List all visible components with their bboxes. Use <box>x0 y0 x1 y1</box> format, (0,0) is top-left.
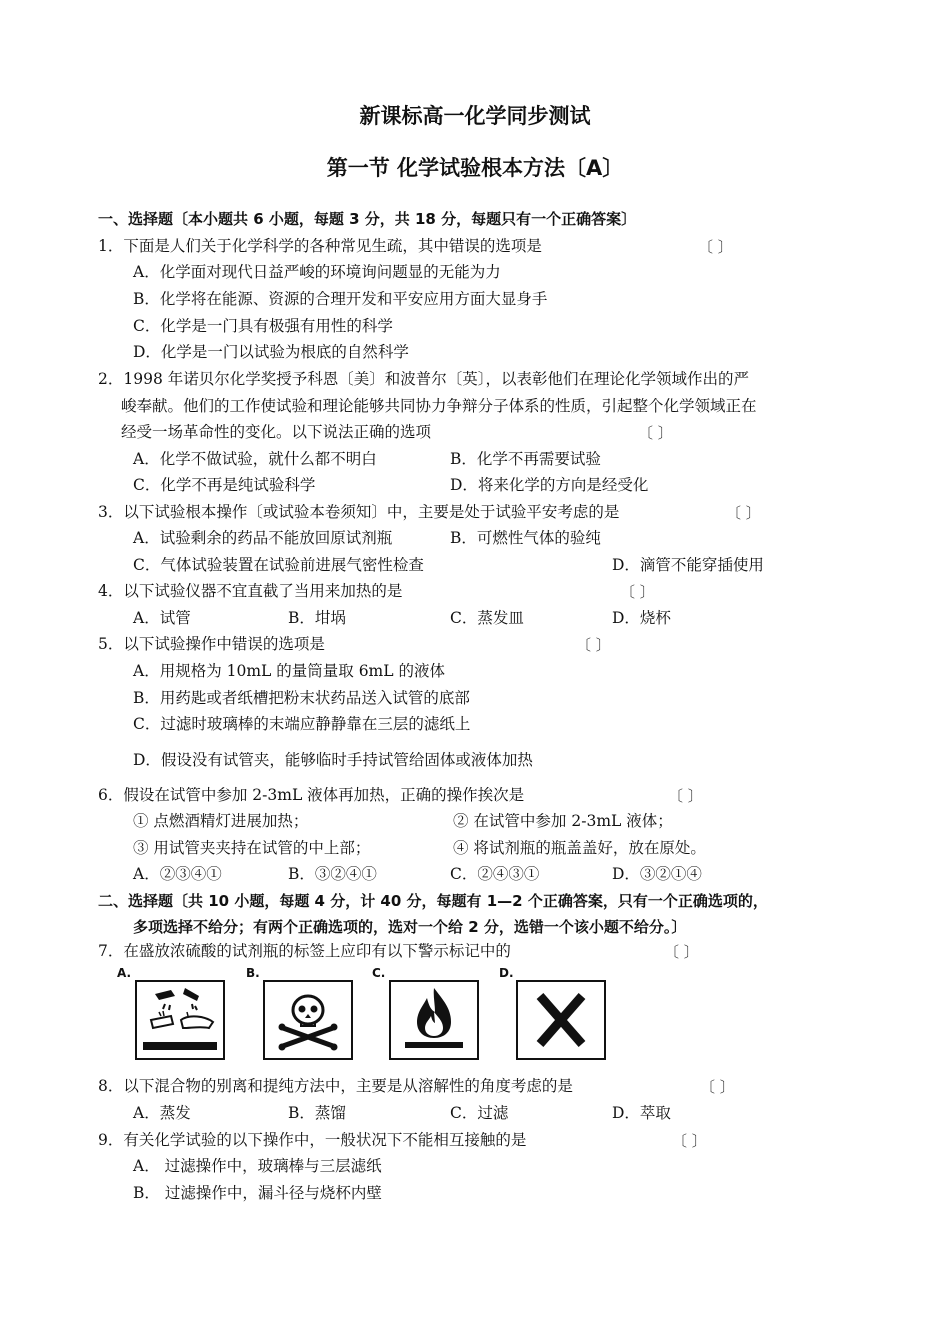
q4-option-b: B．坩埚 <box>288 609 346 627</box>
q3-option-c: C．气体试验装置在试验前进展气密性检查 <box>133 556 424 574</box>
q2-option-b: B．化学不再需要试验 <box>450 450 601 468</box>
q2-stem-line2: 峻奉献。他们的工作使试验和理论能够共同协力争辩分子体系的性质，引起整个化学领域正在 <box>121 397 757 415</box>
q4-answer-bracket: 〔 〕 <box>620 583 655 601</box>
q5-answer-bracket: 〔 〕 <box>576 636 611 654</box>
harmful-cross-icon <box>516 980 606 1060</box>
q5-option-c: C．过滤时玻璃棒的末端应静静靠在三层的滤纸上 <box>133 715 471 733</box>
q9-stem: 9．有关化学试验的以下操作中，一般状况下不能相互接触的是 <box>98 1131 527 1149</box>
q3-option-b: B．可燃性气体的验纯 <box>450 529 601 547</box>
q5-option-b: B．用药匙或者纸槽把粉末状药品送入试管的底部 <box>133 689 470 707</box>
sign-label-b: B. <box>246 966 260 980</box>
q6-step-3: ③ 用试管夹夹持在试管的中上部； <box>133 839 371 857</box>
q8-option-b: B．蒸馏 <box>288 1104 346 1122</box>
section1-heading: 一、选择题〔本小题共 6 小题，每题 3 分，共 18 分，每题只有一个正确答案〕 <box>98 210 637 228</box>
q8-stem: 8．以下混合物的别离和提纯方法中，主要是从溶解性的角度考虑的是 <box>98 1077 573 1095</box>
q3-option-a: A．试验剩余的药品不能放回原试剂瓶 <box>133 529 393 547</box>
q6-step-1: ① 点燃酒精灯进展加热； <box>133 812 309 830</box>
q2-stem-line3: 经受一场革命性的变化。以下说法正确的选项 <box>121 423 432 441</box>
q2-answer-bracket: 〔 〕 <box>638 424 673 442</box>
q6-step-2: ② 在试管中参加 2-3mL 液体； <box>453 812 673 830</box>
q4-stem: 4．以下试验仪器不宜直截了当用来加热的是 <box>98 582 403 600</box>
q7-warning-signs <box>117 966 617 1066</box>
section2-heading-line1: 二、选择题〔共 10 小题，每题 4 分，计 40 分，每题有 1—2 个正确答案，只有一个正确选项的， <box>98 892 768 910</box>
q5-option-a: A．用规格为 10mL 的量筒量取 6mL 的液体 <box>133 662 445 680</box>
sign-label-a: A. <box>117 966 132 980</box>
q1-stem: 1．下面是人们关于化学科学的各种常见生疏，其中错误的选项是 <box>98 237 542 255</box>
q8-answer-bracket: 〔 〕 <box>700 1078 735 1096</box>
q5-stem: 5．以下试验操作中错误的选项是 <box>98 635 325 653</box>
q6-stem: 6．假设在试管中参加 2-3mL 液体再加热，正确的操作挨次是 <box>98 786 525 804</box>
page-subtitle: 第一节 化学试验根本方法〔A〕 <box>326 156 624 180</box>
q8-option-d: D．萃取 <box>612 1104 671 1122</box>
q8-option-c: C．过滤 <box>450 1104 509 1122</box>
q1-option-a: A．化学面对现代日益严峻的环境询问题显的无能为力 <box>133 263 501 281</box>
q4-option-c: C．蒸发皿 <box>450 609 524 627</box>
q6-option-d: D．③②①④ <box>612 865 702 883</box>
q2-option-a: A．化学不做试验，就什么都不明白 <box>133 450 377 468</box>
q2-option-c: C．化学不再是纯试验科学 <box>133 476 316 494</box>
q6-answer-bracket: 〔 〕 <box>668 787 703 805</box>
q3-answer-bracket: 〔 〕 <box>726 504 761 522</box>
q1-answer-bracket: 〔 〕 <box>698 238 733 256</box>
flammable-flame-icon <box>389 980 479 1060</box>
toxic-skull-icon <box>263 980 353 1060</box>
q9-option-a: A． 过滤操作中，玻璃棒与三层滤纸 <box>133 1157 382 1175</box>
q1-option-c: C．化学是一门具有极强有用性的科学 <box>133 317 393 335</box>
q6-option-a: A．②③④① <box>133 865 222 883</box>
q2-option-d: D．将来化学的方向是经受化 <box>450 476 649 494</box>
q9-answer-bracket: 〔 〕 <box>672 1132 707 1150</box>
q7-stem: 7．在盛放浓硫酸的试剂瓶的标签上应印有以下警示标记中的 <box>98 942 511 960</box>
page-title: 新课标高一化学同步测试 <box>359 104 591 128</box>
corrosive-icon <box>135 980 225 1060</box>
q1-option-d: D．化学是一门以试验为根底的自然科学 <box>133 343 409 361</box>
q6-step-4: ④ 将试剂瓶的瓶盖盖好，放在原处。 <box>453 839 706 857</box>
q6-option-b: B．③②④① <box>288 865 377 883</box>
q3-option-d: D．滴管不能穿插使用 <box>612 556 764 574</box>
q4-option-d: D．烧杯 <box>612 609 671 627</box>
q3-stem: 3．以下试验根本操作〔或试验本卷须知〕中，主要是处于试验平安考虑的是 <box>98 503 620 521</box>
sign-label-c: C. <box>372 966 386 980</box>
q9-option-b: B． 过滤操作中，漏斗径与烧杯内壁 <box>133 1184 382 1202</box>
q8-option-a: A．蒸发 <box>133 1104 191 1122</box>
q1-option-b: B．化学将在能源、资源的合理开发和平安应用方面大显身手 <box>133 290 548 308</box>
q4-option-a: A．试管 <box>133 609 191 627</box>
q2-stem-line1: 2．1998 年诺贝尔化学奖授予科恩〔美〕和波普尔〔英〕，以表彰他们在理论化学领域作出的严 <box>98 370 749 388</box>
q6-option-c: C．②④③① <box>450 865 540 883</box>
section2-heading-line2: 多项选择不给分；有两个正确选项的，选对一个给 2 分，选错一个该小题不给分。〕 <box>133 918 687 936</box>
q7-answer-bracket: 〔 〕 <box>664 943 699 961</box>
sign-label-d: D. <box>499 966 514 980</box>
q5-option-d: D．假设没有试管夹，能够临时手持试管给固体或液体加热 <box>133 751 533 769</box>
